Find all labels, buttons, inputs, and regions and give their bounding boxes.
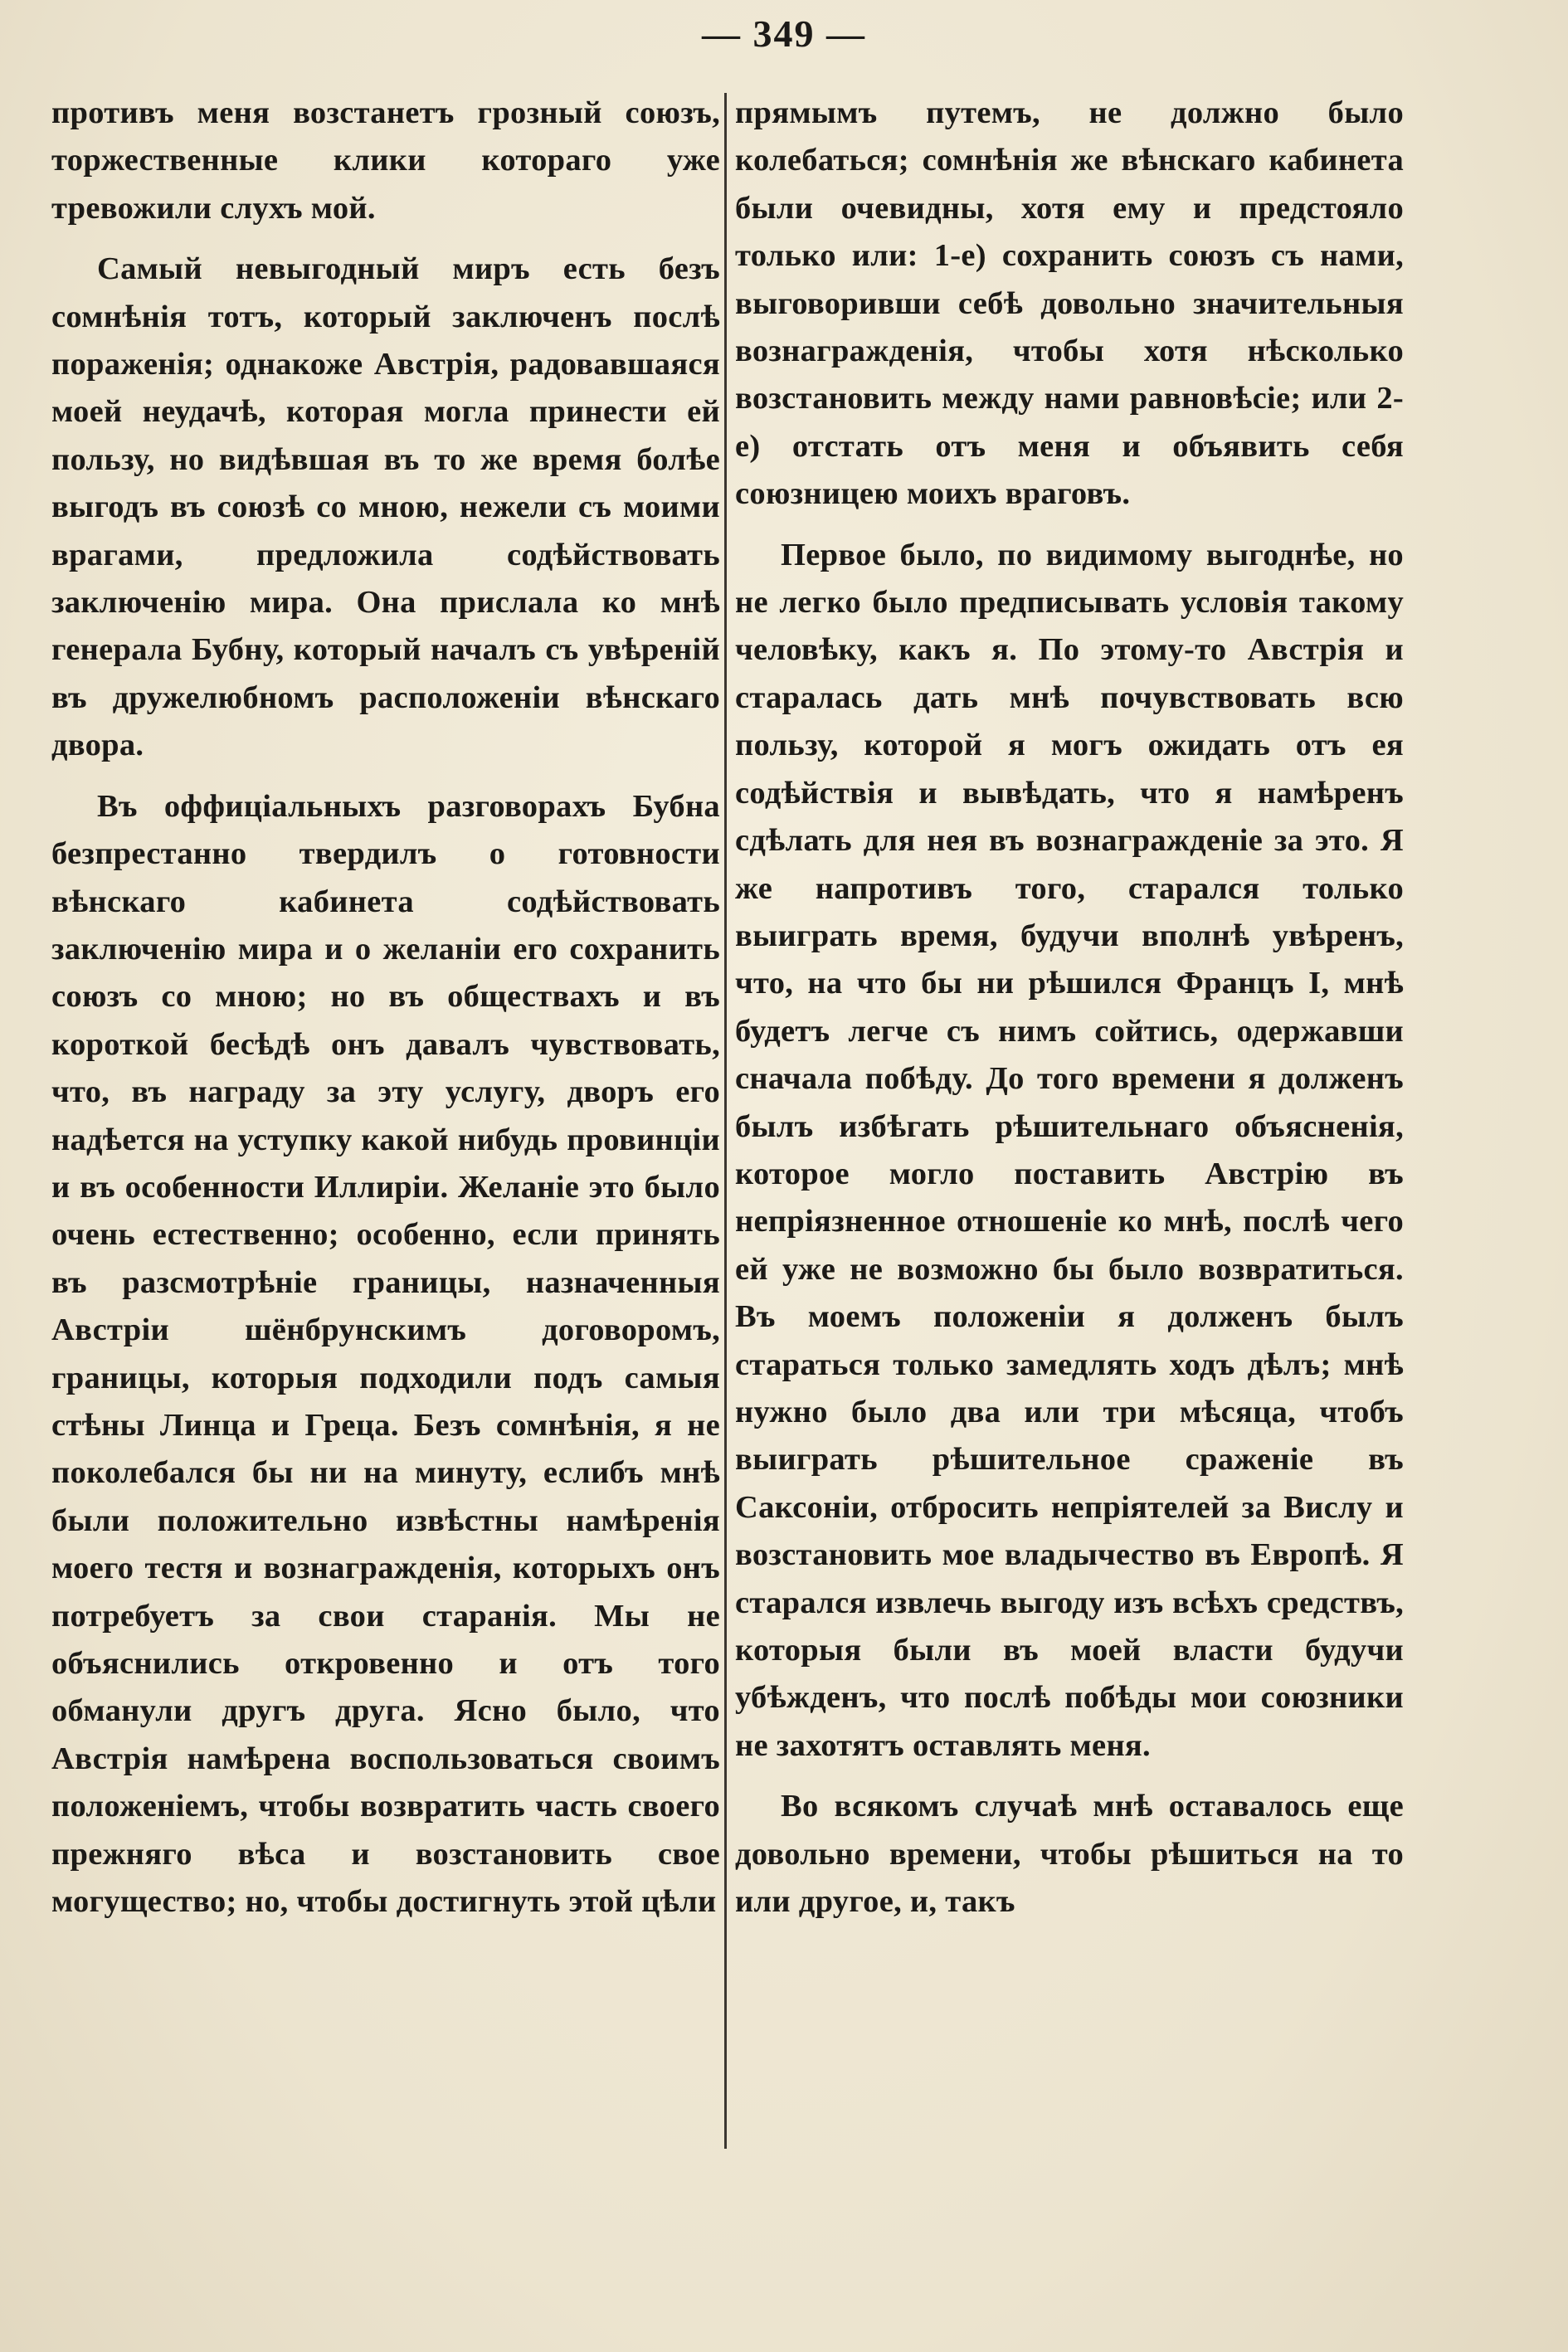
left-column bbox=[51, 90, 720, 1939]
paragraph: Самый невыгодный миръ есть безъ сомнѣнія тотъ, который заключенъ послѣ пораженія; однакоже Австрія, радовавшаяся моей неудачѣ, которая могла принести ей пользу, но видѣвшая въ то же время болѣе выгодъ въ союзѣ со мною, нежели съ моими врагами, предложила содѣйствовать заключенію мира. Она прислала ко мнѣ генерала Бубну, который началъ съ увѣреній въ дружелюбномъ расположеніи вѣнскаго двора. bbox=[51, 251, 720, 763]
paragraph: Во всякомъ случаѣ мнѣ оставалось еще довольно времени, чтобы рѣшиться на то или другое, и, такъ bbox=[735, 1789, 1404, 1920]
paragraph: Первое было, по видимому выгоднѣе, но не легко было предписывать условія такому человѣку, какъ я. По этому-то Австрія и старалась дать мнѣ почувствовать всю пользу, которой я могъ ожидать отъ ея содѣйствія и вывѣдать, что я намѣренъ сдѣлать для нея въ вознагражденіе за это. Я же напротивъ того, старался только выиграть время, будучи вполнѣ увѣренъ, что, на что бы ни рѣшился Францъ I, мнѣ будетъ легче съ нимъ сойтись, одержавши сначала побѣду. До того времени я долженъ былъ избѣгать рѣшительнаго объясненія, которое могло поставить Австрію въ непріязненное отношеніе ко мнѣ, послѣ чего ей уже не возможно бы было возвратиться. Въ моемъ положеніи я долженъ былъ стараться только замедлять ходъ дѣлъ; мнѣ нужно было два или три мѣсяца, чтобъ выиграть рѣшительное сраженіе въ Саксоніи, отбросить непріятелей за Вислу и возстановить мое владычество въ Европѣ. Я старался извлечь выгоду изъ всѣхъ средствъ, которыя были въ моей власти будучи убѣжденъ, что послѣ побѣды мои союзники не захотятъ оставлять меня. bbox=[735, 537, 1404, 1763]
paragraph: противъ меня возстанетъ грозный союзъ, торжественные клики котораго уже тревожили слухъ мой. bbox=[51, 95, 720, 226]
paragraph: прямымъ путемъ, не должно было колебаться; сомнѣнія же вѣнскаго кабинета были очевидны, хотя ему и предстояло только или: 1-е) сохранить союзъ съ нами, выговоривши себѣ довольно значительныя вознагражденія, чтобы хотя нѣсколько возстановить между нами равновѣсіе; или 2-е) отстать отъ меня и объявить себя союзницею моихъ враговъ. bbox=[735, 95, 1404, 512]
right-column bbox=[735, 90, 1404, 1939]
column-divider bbox=[724, 93, 727, 2149]
paragraph: Въ оффиціальныхъ разговорахъ Бубна безпрестанно твердилъ о готовности вѣнскаго кабинета содѣйствовать заключенію мира и о желаніи его сохранить союзъ со мною; но въ обществахъ и въ короткой бесѣдѣ онъ давалъ чувствовать, что, въ награду за эту услугу, дворъ его надѣется на уступку какой нибудь провинціи и въ особенности Иллиріи. Желаніе это было очень естественно; особенно, если принять въ разсмотрѣніе границы, назначенныя Австріи шёнбрунскимъ договоромъ, границы, которыя подходили подъ самыя стѣны Линца и Греца. Безъ сомнѣнія, я не поколебался бы ни на минуту, еслибъ мнѣ были положительно извѣстны намѣренія моего тестя и вознагражденія, которыхъ онъ потребуетъ за свои старанія. Мы не объяснились откровенно и отъ того обманули другъ друга. Ясно было, что Австрія намѣрена воспользоваться своимъ положеніемъ, чтобы возвратить часть своего прежняго вѣса и возстановить свое могущество; но, чтобы достигнуть этой цѣли bbox=[51, 788, 720, 1920]
page-number: — 349 — bbox=[702, 12, 866, 55]
